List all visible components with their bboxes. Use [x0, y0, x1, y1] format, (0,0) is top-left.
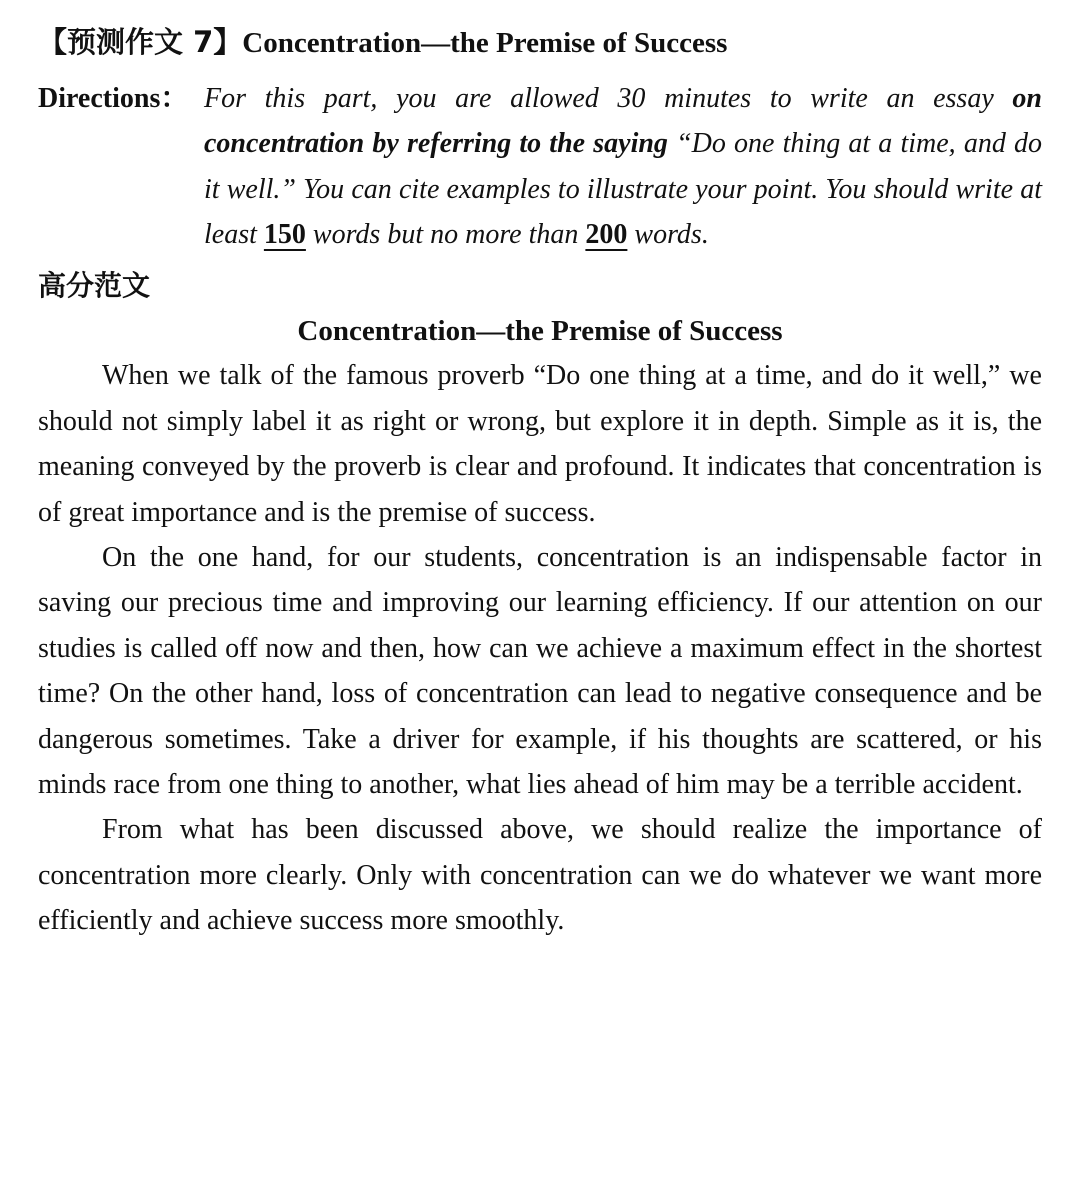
- prompt-title: Concentration—the Premise of Success: [242, 27, 728, 59]
- sample-essay-label: 高分范文: [38, 268, 151, 302]
- directions-text: [204, 76, 1042, 258]
- prompt-number-label: 【预测作文 7】: [38, 25, 243, 59]
- essay-title: Concentration—the Premise of Success: [297, 314, 783, 347]
- directions-text-bold: on concentration by referring to the saying: [204, 82, 1042, 160]
- directions-block: [38, 76, 1042, 258]
- prompt-heading: [38, 22, 1042, 64]
- essay-paragraph-1: When we talk of the famous proverb “Do one thing at a time, and do it well,” we should not simply label it as right or wrong, but explore it in depth. Simple as it is, the meaning conveyed by the proverb is clear and profound. It indicates that concentration is of great importance and is the premise of success.: [38, 360, 1042, 528]
- essay-paragraph-2: On the one hand, for our students, concentration is an indispensable factor in saving our precious time and improving our learning efficiency. If our attention on our studies is called off now and then, how can we achieve a maximum effect in the shortest time? On the other hand, loss of concentration can lead to negative consequence and be dangerous sometimes. Take a driver for example, if his thoughts are scattered, or his minds race from one thing to another, what lies ahead of him may be a terrible accident.: [38, 542, 1042, 801]
- min-word-count: 150: [263, 219, 306, 251]
- max-word-count: 200: [585, 219, 628, 251]
- directions-text-part-3: words but no more than: [305, 219, 586, 251]
- essay-paragraph-3: From what has been discussed above, we should realize the importance of concentration more clearly. Only with concentration can we do whatever we want more efficiently and achieve success more smoothly.: [38, 814, 1042, 937]
- directions-text-part-2: “Do one thing at a time, and do it well.” You can cite examples to illustrate your point. You should write at least: [204, 128, 1043, 251]
- directions-text-part-1: For this part, you are allowed 30 minutes to write an essay: [204, 82, 1013, 114]
- directions-text-part-4: words.: [627, 219, 709, 251]
- directions-label: Directions：: [38, 82, 189, 114]
